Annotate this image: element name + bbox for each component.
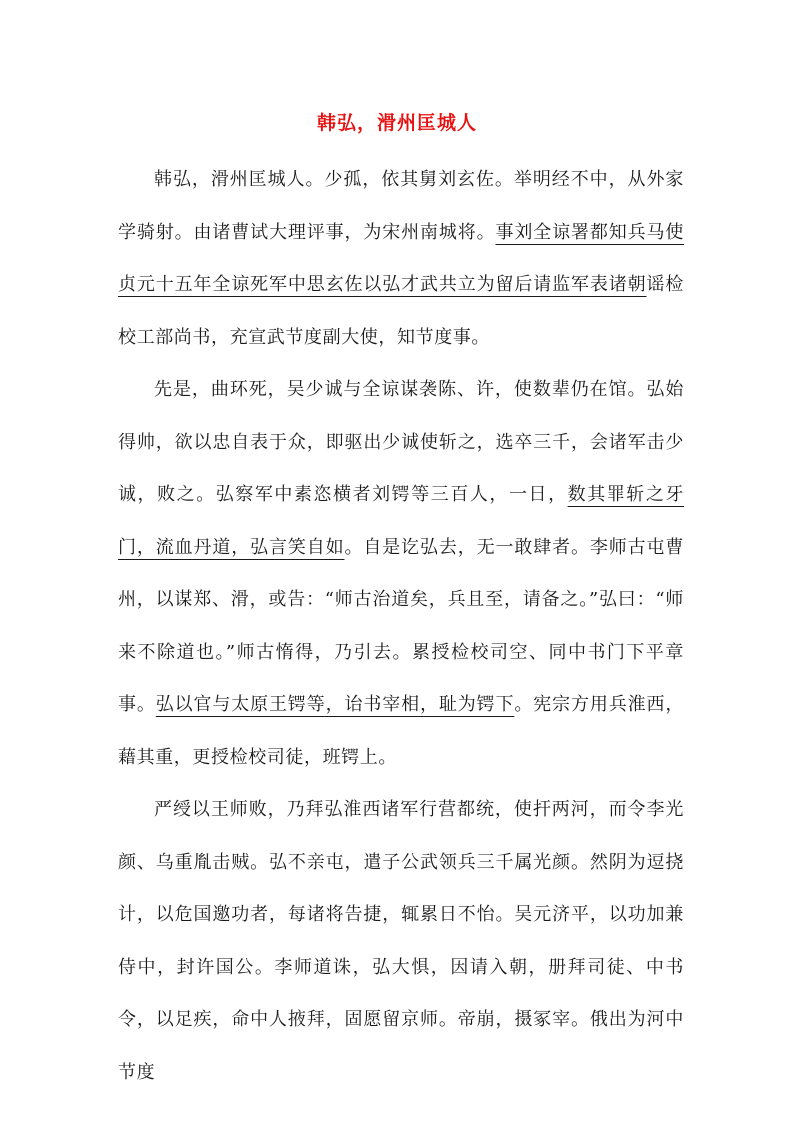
paragraph-2-text-c: 。宪宗方用兵淮西，藉其重，更授检校司徒，班锷上。 <box>118 694 685 768</box>
paragraph-1 <box>118 154 684 364</box>
paragraph-1-text-a: 韩弘，滑州匡城人。少孤，依其舅刘玄佐。举明经不中，从外家学骑射。由诸曹试大理评事，为宋州南城将。 <box>118 169 684 243</box>
paragraph-1-text-b: 谣检校工部尚书，充宣武节度副大使，知节度事。 <box>118 274 685 348</box>
document-title: 韩弘，滑州匡城人 <box>316 112 477 134</box>
paragraph-2 <box>118 364 684 784</box>
document-body <box>118 154 684 1099</box>
paragraph-2-underlined-text-1: 数其罪斩之牙门，流血丹道，弘言笑自如 <box>118 484 684 558</box>
paragraph-2-text-b: 。自是讫弘去，无一敢肆者。李师古屯曹州，以谋郑、滑，或告：“师古治道矣，兵且至，请备之。”弘曰：“师来不除道也。”师古惰得，乃引去。累授检校司空、同中书门下平章事。 <box>118 536 684 715</box>
paragraph-3 <box>118 784 684 1099</box>
paragraph-1-underlined-text: 事刘全谅署都知兵马使贞元十五年全谅死军中思玄佐以弘才武共立为留后请监军表诸朝 <box>118 221 684 295</box>
paragraph-2-underlined-text-2: 弘以官与太原王锷等，诒书宰相，耻为锷下 <box>155 694 515 715</box>
paragraph-2-text-a: 先是，曲环死，吴少诚与全谅谋袭陈、许，使数辈仍在馆。弘始得帅，欲以忠自表于众，即驱出少诚使斩之，选卒三千，会诸军击少诚，败之。弘察军中素恣横者刘锷等三百人，一日， <box>118 379 684 505</box>
paragraph-3-text: 严绶以王师败，乃拜弘淮西诸军行营都统，使扞两河，而令李光颜、乌重胤击贼。弘不亲屯，遣子公武领兵三千属光颜。然阴为逗挠计，以危国邀功者，每诸将告捷，辄累日不怡。吴元济平，以功加兼侍中，封许国公。李师道诛，弘大惧，因请入朝，册拜司徒、中书令，以足疾，命中人掖拜，固愿留京师。帝崩，摄冢宰。俄出为河中节度 <box>118 799 684 1083</box>
